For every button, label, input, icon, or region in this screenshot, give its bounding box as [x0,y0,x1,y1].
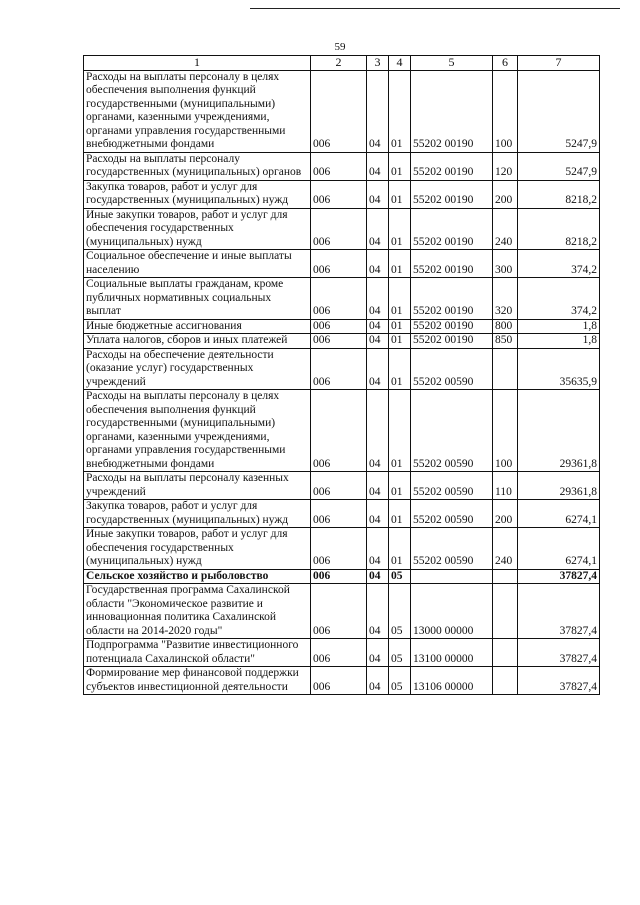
row-subsection-cell: 05 [389,569,411,584]
header-cell: 1 [84,56,311,71]
row-section-cell: 04 [367,569,389,584]
row-amount-cell: 8218,2 [518,180,600,208]
row-admin-code-cell: 006 [311,569,367,584]
table-row [84,319,600,334]
table-row [84,278,600,320]
row-name-cell: Сельское хозяйство и рыболовство [84,569,311,584]
row-subsection-cell: 01 [389,334,411,349]
row-subsection-cell: 01 [389,319,411,334]
row-amount-cell: 29361,8 [518,472,600,500]
row-target-article-cell [411,569,493,584]
row-expense-type-cell [493,348,518,390]
row-name-cell: Формирование мер финансовой поддержки субъектов инвестиционной деятельности [84,667,311,695]
row-subsection-cell: 01 [389,180,411,208]
row-admin-code-cell: 006 [311,250,367,278]
row-amount-cell: 374,2 [518,250,600,278]
header-cell: 3 [367,56,389,71]
row-target-article-cell: 13100 00000 [411,639,493,667]
table-row [84,348,600,390]
row-name-cell: Иные закупки товаров, работ и услуг для обеспечения государственных (муниципальных) нужд [84,208,311,250]
row-admin-code-cell: 006 [311,500,367,528]
row-target-article-cell: 13106 00000 [411,667,493,695]
table-row [84,152,600,180]
row-admin-code-cell: 006 [311,390,367,472]
row-target-article-cell: 55202 00190 [411,319,493,334]
row-section-cell: 04 [367,180,389,208]
row-section-cell: 04 [367,500,389,528]
row-name-cell: Социальные выплаты гражданам, кроме публичных нормативных социальных выплат [84,278,311,320]
header-cell: 4 [389,56,411,71]
row-target-article-cell: 55202 00190 [411,250,493,278]
row-section-cell: 04 [367,319,389,334]
row-subsection-cell: 01 [389,348,411,390]
row-subsection-cell: 01 [389,208,411,250]
table-row [84,208,600,250]
row-subsection-cell: 05 [389,639,411,667]
table-row [84,667,600,695]
table-row [84,334,600,349]
row-target-article-cell: 55202 00190 [411,70,493,152]
row-section-cell: 04 [367,390,389,472]
row-admin-code-cell: 006 [311,70,367,152]
row-name-cell: Уплата налогов, сборов и иных платежей [84,334,311,349]
row-expense-type-cell [493,569,518,584]
row-admin-code-cell: 006 [311,152,367,180]
row-target-article-cell: 55202 00590 [411,472,493,500]
row-target-article-cell: 55202 00590 [411,348,493,390]
row-name-cell: Расходы на выплаты персоналу казенных учреждений [84,472,311,500]
header-cell: 7 [518,56,600,71]
row-target-article-cell: 55202 00590 [411,390,493,472]
row-expense-type-cell [493,584,518,639]
row-admin-code-cell: 006 [311,319,367,334]
row-section-cell: 04 [367,528,389,570]
row-name-cell: Государственная программа Сахалинской области "Экономическое развитие и инновационная политика Сахалинской области на 2014-2020 годы" [84,584,311,639]
row-name-cell: Подпрограмма "Развитие инвестиционного потенциала Сахалинской области" [84,639,311,667]
row-subsection-cell: 01 [389,250,411,278]
row-expense-type-cell [493,667,518,695]
row-name-cell: Иные закупки товаров, работ и услуг для обеспечения государственных (муниципальных) нужд [84,528,311,570]
row-expense-type-cell: 100 [493,70,518,152]
row-amount-cell: 37827,4 [518,639,600,667]
row-subsection-cell: 05 [389,667,411,695]
row-name-cell: Закупка товаров, работ и услуг для государственных (муниципальных) нужд [84,180,311,208]
row-subsection-cell: 01 [389,278,411,320]
row-name-cell: Расходы на выплаты персоналу в целях обеспечения выполнения функций государственными (муниципальными) органами, казенными учреждениями, органами управления государственными внебюджетными фондами [84,70,311,152]
row-name-cell: Закупка товаров, работ и услуг для государственных (муниципальных) нужд [84,500,311,528]
row-expense-type-cell: 200 [493,180,518,208]
row-expense-type-cell: 120 [493,152,518,180]
row-expense-type-cell: 110 [493,472,518,500]
row-admin-code-cell: 006 [311,667,367,695]
row-subsection-cell: 01 [389,390,411,472]
row-amount-cell: 5247,9 [518,152,600,180]
row-admin-code-cell: 006 [311,278,367,320]
row-expense-type-cell: 320 [493,278,518,320]
table-row [84,500,600,528]
header-cell: 6 [493,56,518,71]
row-section-cell: 04 [367,334,389,349]
row-subsection-cell: 01 [389,152,411,180]
row-amount-cell: 374,2 [518,278,600,320]
row-subsection-cell: 01 [389,472,411,500]
top-rule [250,8,620,9]
row-expense-type-cell: 100 [493,390,518,472]
row-amount-cell: 1,8 [518,334,600,349]
row-admin-code-cell: 006 [311,472,367,500]
row-amount-cell: 35635,9 [518,348,600,390]
row-admin-code-cell: 006 [311,528,367,570]
row-section-cell: 04 [367,250,389,278]
table-row [84,390,600,472]
budget-table [83,55,600,695]
row-target-article-cell: 13000 00000 [411,584,493,639]
table-row [84,639,600,667]
row-section-cell: 04 [367,472,389,500]
row-amount-cell: 6274,1 [518,500,600,528]
row-expense-type-cell: 240 [493,208,518,250]
row-admin-code-cell: 006 [311,584,367,639]
row-target-article-cell: 55202 00190 [411,208,493,250]
row-name-cell: Социальное обеспечение и иные выплаты населению [84,250,311,278]
row-target-article-cell: 55202 00590 [411,500,493,528]
row-section-cell: 04 [367,584,389,639]
row-amount-cell: 5247,9 [518,70,600,152]
row-amount-cell: 6274,1 [518,528,600,570]
table-row [84,180,600,208]
row-section-cell: 04 [367,70,389,152]
row-section-cell: 04 [367,208,389,250]
row-subsection-cell: 01 [389,500,411,528]
row-amount-cell: 37827,4 [518,584,600,639]
row-amount-cell: 29361,8 [518,390,600,472]
row-target-article-cell: 55202 00190 [411,180,493,208]
row-admin-code-cell: 006 [311,639,367,667]
row-section-cell: 04 [367,667,389,695]
row-target-article-cell: 55202 00190 [411,152,493,180]
row-amount-cell: 1,8 [518,319,600,334]
row-admin-code-cell: 006 [311,208,367,250]
header-cell: 5 [411,56,493,71]
row-target-article-cell: 55202 00190 [411,278,493,320]
row-subsection-cell: 01 [389,70,411,152]
row-expense-type-cell: 300 [493,250,518,278]
page-number: 59 [334,41,346,53]
row-amount-cell: 37827,4 [518,569,600,584]
table-row [84,569,600,584]
row-name-cell: Расходы на выплаты персоналу в целях обеспечения выполнения функций государственными (муниципальными) органами, казенными учреждениями, органами управления государственными внебюджетными фондами [84,390,311,472]
table-row [84,584,600,639]
row-expense-type-cell: 200 [493,500,518,528]
row-target-article-cell: 55202 00590 [411,528,493,570]
row-name-cell: Иные бюджетные ассигнования [84,319,311,334]
row-expense-type-cell [493,639,518,667]
row-amount-cell: 8218,2 [518,208,600,250]
row-subsection-cell: 05 [389,584,411,639]
row-name-cell: Расходы на обеспечение деятельности (оказание услуг) государственных учреждений [84,348,311,390]
row-section-cell: 04 [367,348,389,390]
row-expense-type-cell: 800 [493,319,518,334]
table-row [84,472,600,500]
row-admin-code-cell: 006 [311,334,367,349]
row-section-cell: 04 [367,152,389,180]
row-amount-cell: 37827,4 [518,667,600,695]
table-row [84,528,600,570]
header-cell: 2 [311,56,367,71]
row-subsection-cell: 01 [389,528,411,570]
row-admin-code-cell: 006 [311,180,367,208]
row-expense-type-cell: 850 [493,334,518,349]
row-name-cell: Расходы на выплаты персоналу государственных (муниципальных) органов [84,152,311,180]
row-section-cell: 04 [367,278,389,320]
row-target-article-cell: 55202 00190 [411,334,493,349]
table-row [84,250,600,278]
table-row [84,70,600,152]
header-row [84,56,600,71]
row-admin-code-cell: 006 [311,348,367,390]
row-expense-type-cell: 240 [493,528,518,570]
row-section-cell: 04 [367,639,389,667]
